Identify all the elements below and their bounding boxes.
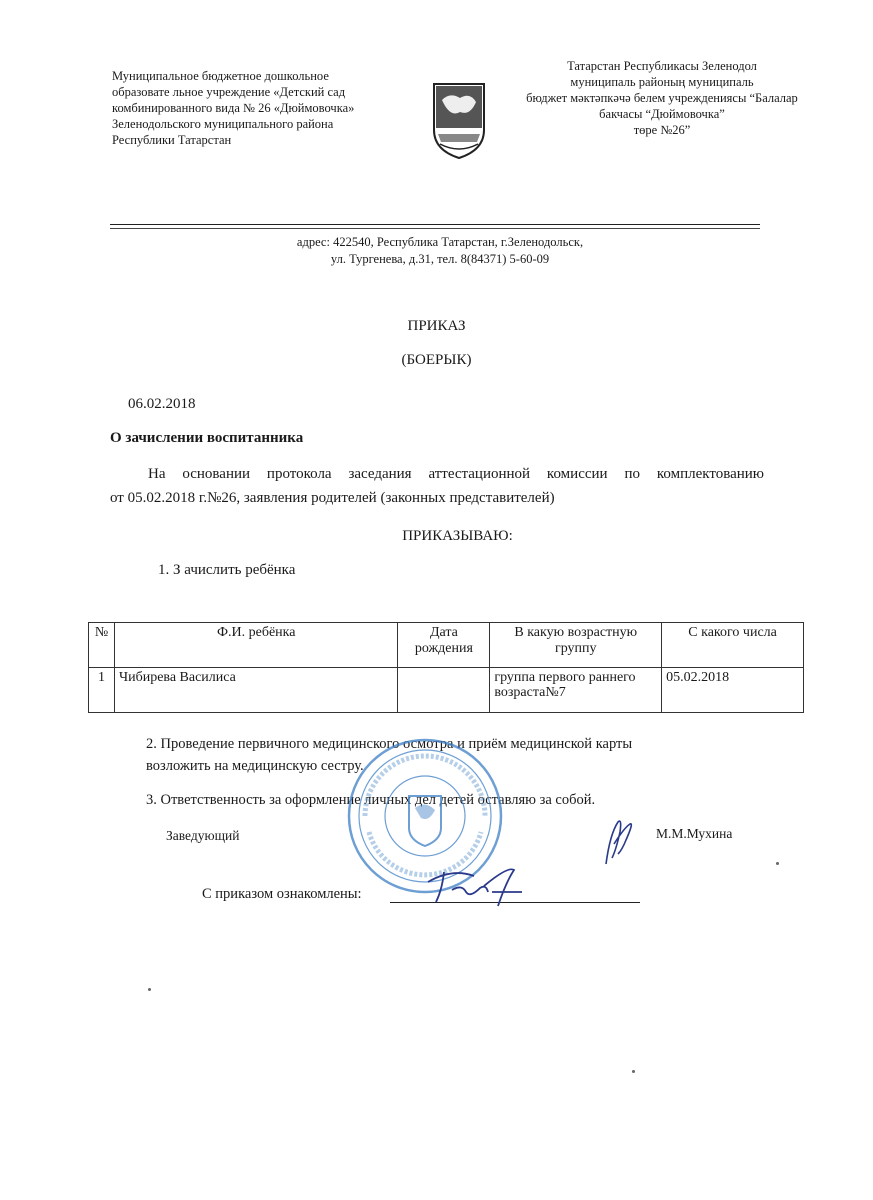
org-line: Муниципальное бюджетное дошкольное xyxy=(112,69,329,83)
doc-date: 06.02.2018 xyxy=(128,396,196,412)
head-title: Заведующий xyxy=(166,828,240,843)
org-line: Республики Татарстан xyxy=(112,133,232,147)
doc-title: ПРИКАЗ xyxy=(407,318,466,334)
table-cell-num: 1 xyxy=(89,668,115,713)
org-name-russian xyxy=(112,68,402,148)
acknowledged-label: С приказом ознакомлены: xyxy=(202,886,362,902)
table-header-cell: Дата рождения xyxy=(398,623,490,668)
header-rule xyxy=(110,224,760,225)
header-rule-thin xyxy=(110,228,760,229)
table-header-row xyxy=(89,623,804,668)
org-line: бюджет мәктәпкәчә белем учреждениясы “Балалар xyxy=(526,91,798,105)
enrollment-table xyxy=(88,622,804,713)
org-line: бакчасы “Дюймовочка” xyxy=(599,107,725,121)
doc-title-tatar: (БОЕРЫК) xyxy=(401,352,472,368)
scan-speck xyxy=(148,988,151,991)
table-cell-name: Чибирева Василиса xyxy=(114,668,397,713)
table-header-cell: № xyxy=(89,623,115,668)
table-header-cell: С какого числа xyxy=(662,623,804,668)
address-line: адрес: 422540, Республика Татарстан, г.Зеленодольск, xyxy=(296,235,584,249)
org-line: төре №26” xyxy=(633,123,691,137)
table-row xyxy=(89,668,804,713)
basis-text-line1: На основании протокола заседания аттестационной комиссии по комплектованию xyxy=(148,466,764,482)
order-item-1: 1. З ачислить ребёнка xyxy=(158,562,296,578)
address-line: ул. Тургенева, д.31, тел. 8(84371) 5-60-09 xyxy=(330,252,550,266)
table-cell-group: группа первого раннего возраста№7 xyxy=(490,668,662,713)
table-header-cell: В какую возрастную группу xyxy=(490,623,662,668)
org-line: комбинированного вида № 26 «Дюймовочка» xyxy=(112,101,355,115)
org-name-tatar xyxy=(492,58,832,138)
scan-speck xyxy=(632,1070,635,1073)
address-block xyxy=(200,234,680,268)
order-item-2-line2: возложить на медицинскую сестру. xyxy=(146,758,364,774)
order-item-2-line1: 2. Проведение первичного медицинского осмотра и приём медицинской карты xyxy=(146,736,633,752)
org-line: Татарстан Республикасы Зеленодол xyxy=(567,59,757,73)
table-header-cell: Ф.И. ребёнка xyxy=(114,623,397,668)
head-name: М.М.Мухина xyxy=(656,826,733,841)
org-line: муниципаль районың муниципаль xyxy=(570,75,754,89)
scan-speck xyxy=(776,862,779,865)
coat-of-arms-icon xyxy=(430,80,488,160)
head-signature-icon xyxy=(596,814,640,870)
org-line: образовате льное учреждение «Детский сад xyxy=(112,85,346,99)
parent-signature-icon xyxy=(422,862,528,910)
order-item-3: 3. Ответственность за оформление личных дел детей оставляю за собой. xyxy=(146,792,596,808)
table-cell-birth xyxy=(398,668,490,713)
doc-subject: О зачислении воспитанника xyxy=(110,430,304,446)
basis-text-line2: от 05.02.2018 г.№26, заявления родителей (законных представителей) xyxy=(110,490,555,506)
table-cell-from: 05.02.2018 xyxy=(662,668,804,713)
org-line: Зеленодольского муниципального района xyxy=(112,117,334,131)
order-word: ПРИКАЗЫВАЮ: xyxy=(402,528,513,544)
